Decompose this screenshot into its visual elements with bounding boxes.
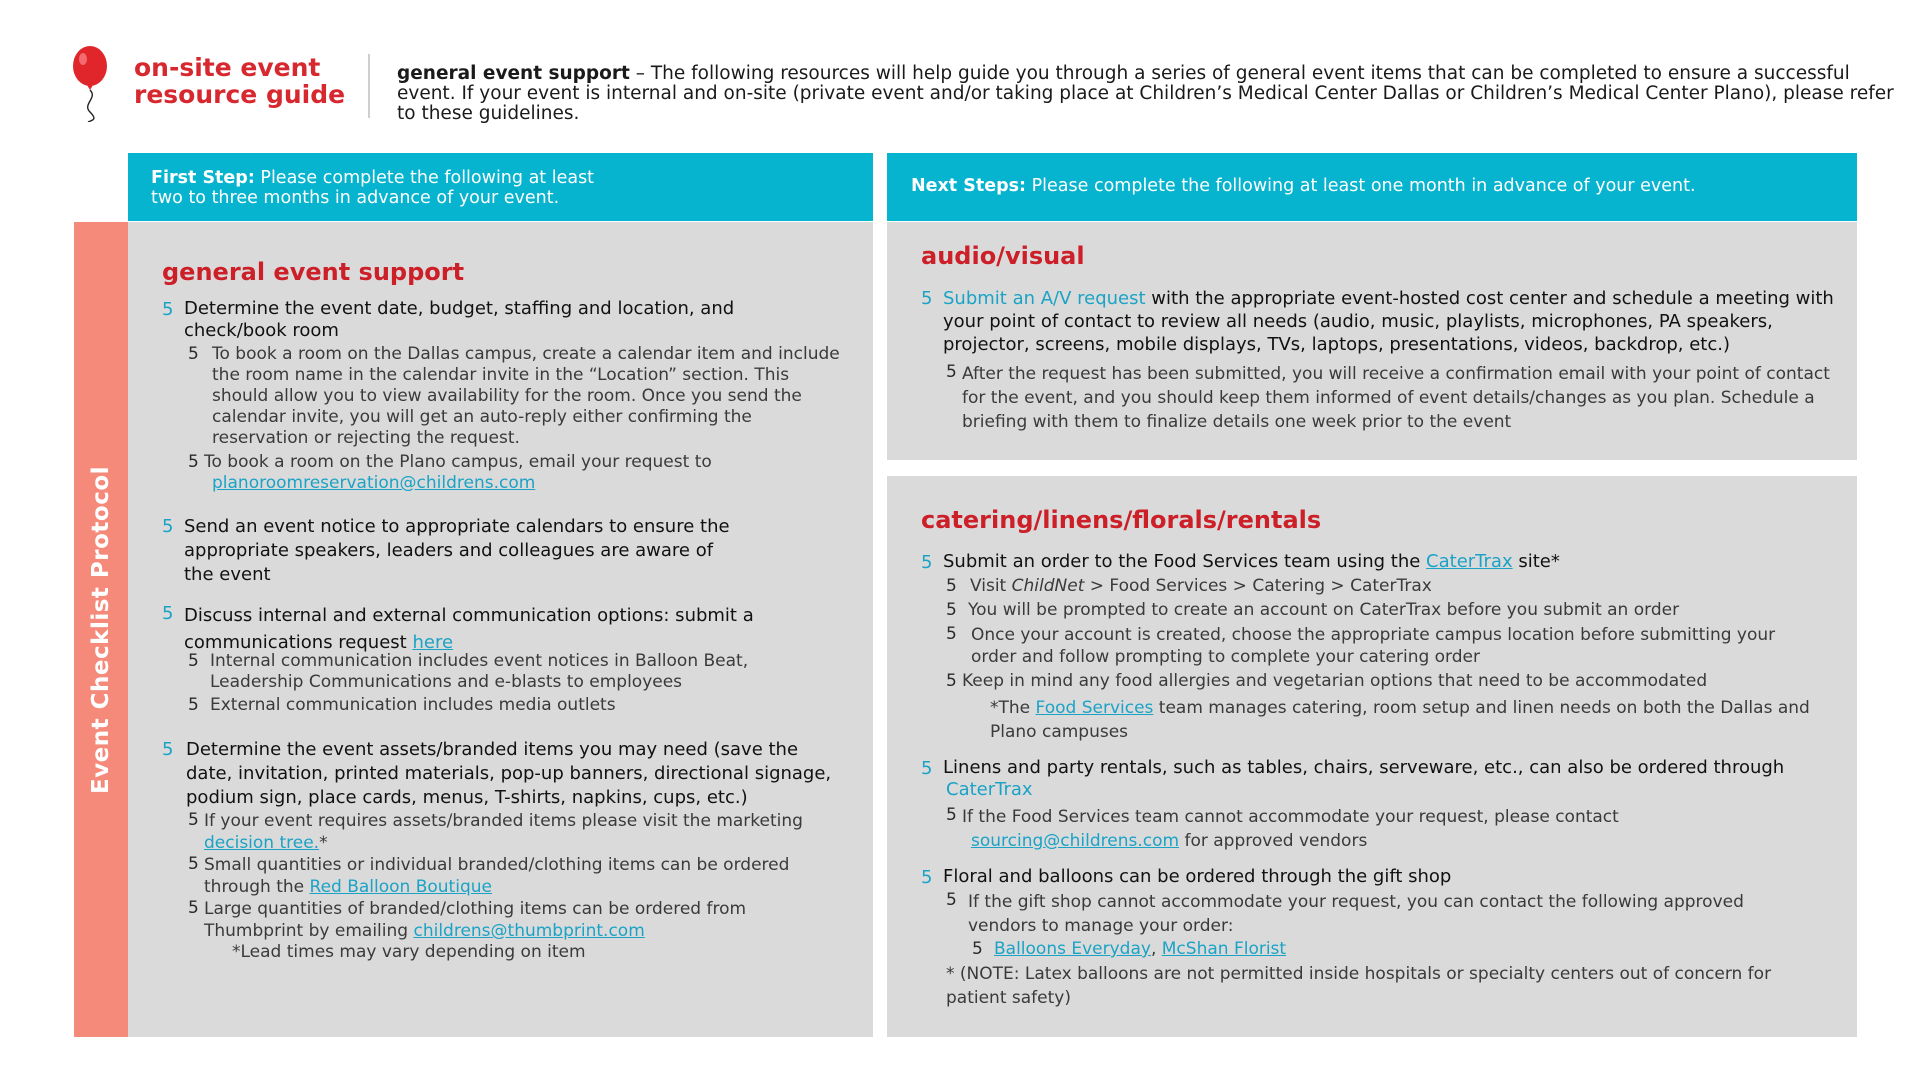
av-request-link[interactable]: Submit an A/V request <box>943 288 1146 309</box>
catertrax-link-2[interactable]: CaterTrax <box>946 779 1033 800</box>
bullet-icon: 5 <box>921 288 933 309</box>
sub-item <box>188 651 828 693</box>
asterisk: * <box>319 833 328 853</box>
red-balloon-boutique-link[interactable]: Red Balloon Boutique <box>309 877 492 897</box>
bullet-icon: 5 <box>188 695 199 715</box>
sub-item <box>946 600 1836 621</box>
bullet-icon: 5 <box>946 576 957 596</box>
bullet-icon: 5 <box>188 344 199 364</box>
bullet-icon: 5 <box>946 362 957 382</box>
bullet-icon: 5 <box>188 452 199 472</box>
item-text: with the appropriate event-hosted cost center and schedule a meeting with your point of contact to review all needs (audio, music, playlists, microphones, PA speakers, projector, screens, mobile displays, TVs, laptops, presentations, videos, backdrop, etc.) <box>943 288 1834 355</box>
bullet-icon: 5 <box>946 805 957 825</box>
sub-item-text: To book a room on the Dallas campus, create a calendar item and include the room name in the calendar invite in the “Location” section. This should allow you to view availability for the room. Once you send the calendar invite, you will get an auto-reply either confirming the reservation or rejecting the request. <box>212 344 840 448</box>
header-divider <box>368 54 370 118</box>
bullet-icon: 5 <box>946 624 957 644</box>
first-step-banner <box>128 153 873 221</box>
item-text: Send an event notice to appropriate calendars to ensure the appropriate speakers, leaders and colleagues are aware of the event <box>184 516 730 585</box>
sub-item-text: To book a room on the Plano campus, email your request to <box>204 452 712 472</box>
checklist-item <box>162 298 742 342</box>
sub-item <box>188 854 828 898</box>
checklist-item <box>921 866 1821 888</box>
bullet-icon: 5 <box>188 854 199 874</box>
vendor-list <box>972 939 1772 960</box>
sub-item <box>188 898 828 942</box>
checklist-item <box>162 602 802 656</box>
catering-section-title: catering/linens/florals/rentals <box>921 506 1322 534</box>
item-text: Floral and balloons can be ordered through the gift shop <box>943 866 1452 887</box>
checklist-item <box>162 738 842 810</box>
sub-item-text: Keep in mind any food allergies and vegetarian options that need to be accommodated <box>962 671 1708 691</box>
sub-item-text: Visit <box>970 576 1012 596</box>
sub-item <box>946 624 1776 668</box>
sub-item-text-suffix: > Food Services > Catering > CaterTrax <box>1084 576 1432 596</box>
next-steps-label: Next Steps: <box>911 176 1027 196</box>
sourcing-email-link[interactable]: sourcing@childrens.com <box>971 831 1180 851</box>
sub-item <box>188 344 848 449</box>
bullet-icon: 5 <box>162 516 174 537</box>
bullet-icon: 5 <box>188 810 199 830</box>
checklist-item <box>921 551 1821 573</box>
sub-item-text: Once your account is created, choose the appropriate campus location before submitting your order and follow prompting to complete your catering order <box>971 625 1776 667</box>
item-text: Discuss internal and external communication options: submit a communications request <box>184 605 754 653</box>
food-services-link[interactable]: Food Services <box>1035 698 1154 718</box>
logo-line-2: resource guide <box>134 80 346 109</box>
decision-tree-link[interactable]: decision tree. <box>204 833 320 853</box>
first-step-line-2: two to three months in advance of your event. <box>151 188 560 208</box>
sub-item <box>946 805 1836 853</box>
bullet-icon: 5 <box>188 651 199 671</box>
sub-item-text: If your event requires assets/branded items please visit the marketing <box>204 811 803 831</box>
mcshan-florist-link[interactable]: McShan Florist <box>1161 939 1287 959</box>
sub-item <box>188 810 828 854</box>
balloon-icon <box>70 46 110 122</box>
sub-item-text: If the Food Services team cannot accommodate your request, please contact <box>962 807 1619 827</box>
thumbprint-email-link[interactable]: childrens@thumbprint.com <box>413 921 645 941</box>
vendor-separator: , <box>1150 939 1162 959</box>
checklist-item <box>162 515 742 587</box>
item-text: Determine the event date, budget, staffing and location, and check/book room <box>184 298 735 341</box>
sub-item-text: If the gift shop cannot accommodate your request, you can contact the following approved vendors to manage your order: <box>968 892 1744 936</box>
sub-item <box>946 576 1836 597</box>
intro-paragraph <box>397 64 1907 124</box>
sub-item-text: External communication includes media outlets <box>210 695 616 715</box>
item-text: Linens and party rentals, such as tables, chairs, serveware, etc., can also be ordered through <box>943 757 1785 778</box>
bullet-icon: 5 <box>946 671 957 691</box>
balloons-everyday-link[interactable]: Balloons Everyday <box>994 939 1151 959</box>
general-section-title: general event support <box>162 258 465 286</box>
food-services-note <box>990 696 1820 744</box>
note-text: *The <box>990 698 1036 718</box>
sub-item-text: Large quantities of branded/clothing items can be ordered from Thumbprint by emailing <box>204 899 747 941</box>
sub-item <box>946 890 1806 938</box>
sub-item <box>188 452 848 494</box>
catertrax-link[interactable]: CaterTrax <box>1426 551 1513 572</box>
item-text: Determine the event assets/branded items you may need (save the date, invitation, printed materials, pop-up banners, directional signage, podium sign, place cards, menus, T-shirts, napkins, cups, etc.) <box>186 739 832 808</box>
lead-time-note: *Lead times may vary depending on item <box>232 942 586 962</box>
av-section-title: audio/visual <box>921 242 1085 270</box>
latex-note: * (NOTE: Latex balloons are not permitted inside hospitals or specialty centers out of concern for patient safety) <box>946 964 1772 1008</box>
sub-item <box>946 362 1836 434</box>
intro-text: – The following resources will help guide you through a series of general event items that can be completed to ensure a successful event. If your event is internal and on-site (private event and/or taking place at Children’s Medical Center Dallas or Children’s Medical Center Plano), please refer to these guidelines. <box>397 63 1894 124</box>
logo-line-1: on-site event <box>134 53 321 82</box>
bullet-icon: 5 <box>921 758 933 779</box>
bullet-icon: 5 <box>162 299 174 320</box>
checklist-item <box>921 287 1841 356</box>
intro-bold: general event support <box>397 63 630 84</box>
checklist-item <box>921 757 1821 801</box>
bullet-icon: 5 <box>188 898 199 918</box>
side-label: Event Checklist Protocol <box>88 465 114 795</box>
bullet-icon: 5 <box>162 603 174 624</box>
sub-item-text: After the request has been submitted, you will receive a confirmation email with your point of contact for the event, and you should keep them informed of event details/changes as you plan. Schedule a briefing with them to finalize details one week prior to the event <box>962 364 1830 432</box>
sub-item-text: Small quantities or individual branded/clothing items can be ordered through the <box>204 855 790 897</box>
item-text: Submit an order to the Food Services team using the <box>943 551 1427 572</box>
sub-item <box>188 695 828 716</box>
bullet-icon: 5 <box>921 552 933 573</box>
sub-item-text: You will be prompted to create an account on CaterTrax before you submit an order <box>968 600 1680 620</box>
bullet-icon: 5 <box>972 939 983 959</box>
bullet-icon: 5 <box>946 600 957 620</box>
bullet-icon: 5 <box>162 739 174 760</box>
first-step-label: First Step: <box>151 168 255 188</box>
bullet-icon: 5 <box>921 867 933 888</box>
communications-request-link[interactable]: here <box>412 632 454 653</box>
next-steps-banner <box>887 153 1857 221</box>
sub-item <box>946 671 1836 692</box>
sub-item-text-suffix: for approved vendors <box>1179 831 1368 851</box>
plano-room-email-link[interactable]: planoroomreservation@childrens.com <box>212 473 536 493</box>
logo-text <box>134 54 345 108</box>
childnet-text: ChildNet <box>1011 576 1085 596</box>
next-steps-text: Please complete the following at least one month in advance of your event. <box>1026 176 1696 196</box>
bullet-icon: 5 <box>946 890 957 910</box>
first-step-line-1: Please complete the following at least <box>254 168 595 188</box>
item-text-suffix: site* <box>1512 551 1560 572</box>
sub-item-text: Internal communication includes event notices in Balloon Beat, Leadership Communications and e-blasts to employees <box>210 651 749 692</box>
note-text-suffix: team manages catering, room setup and linen needs on both the Dallas and Plano campuses <box>990 698 1810 742</box>
